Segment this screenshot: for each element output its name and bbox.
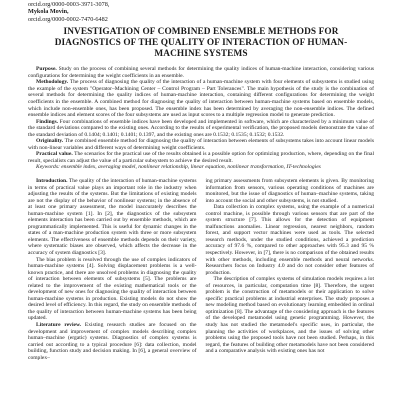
body-paragraph [206,178,375,204]
paragraph-text: ing primary assessments from subsystem elements is given. By monitoring information from sensors, various operating conditions of machines are monitored, but the issue of diagnostics of human–machine systems, taking into account the social and other subsystems, is not studied. [205,177,374,204]
abstract [28,66,374,171]
right-column [206,178,375,361]
paragraph-text: Study on the process of combining several methods for determining the quality indices of human-machine interaction, considering various configurations for determining the weight coefficients in an ensemble. [28,66,374,79]
orcid-line [28,1,374,8]
body-paragraph [28,178,197,257]
paragraph-label: Findings. [36,118,59,125]
paragraph-label: Purpose. [36,66,57,73]
author-name: Mykola Movin, [28,8,69,16]
section-heading: Literature review. [36,322,82,328]
body-paragraph [28,322,197,361]
paragraph-text: The combined ensemble method for diagnosing the quality of interaction between elements of subsystems takes into account linear models with non-linear variables and different ways of determining weight coefficients. [28,138,374,151]
paragraph-text: The description of complex systems of simulation models requires a lot of resources, in particular, computation time [8]. Therefore, the urgent problem is the construction of metamodels or their application to solve specific practical problems at industrial enterprises. The study proposes a new modeling method based on evolutionary learning embedded in ordinal optimization [8]. The advantage of the considering approach is the features of the developed metamodel using genetic programming. However, the study has not studied the metamodel's specific uses, in particular, the planning the activities of workplaces, and the issues of solving other problems using the proposed tools have not been studied. Perhaps, in this regard, the features of building other metamodels have not been considered and a comparative analysis with existing ones has not [205,276,374,355]
paragraph-label: Originality. [36,138,64,145]
body-paragraph [28,257,197,322]
section-heading: Introduction. [36,177,68,184]
paper-title: INVESTIGATION OF COMBINED ENSEMBLE METHODS FOR DIAGNOSTICS OF THE QUALITY OF INTERACTION OF HUMAN-MACHINE SYSTEMS [54,27,348,60]
paragraph-text: Data collection in complex systems, using the example of a numerical control machine, is possible through various sensors that are part of the system structure [7]. This allows for the detection of equipment malfunctions anomalies. Linear regression, nearest neighbors, random forest, and support vector machines were used as tools. The selected research methods, under the studied conditions, achieved a prediction accuracy of 97.6 %, compared to other approaches with 95.3 and 95 % respectively. However, in [7], there is no comparison of the obtained results with other methods, including ensemble methods and neural networks. Researchers focus on Industry 4.0 and do not consider other features of production. [205,204,374,276]
paragraph-text: The bias problem is resolved through the use of complex indicators of human-machine systems [4]. Solving displacement problems is a well-known practice, and there are unsolved problems in diagnosing the quality of interaction between elements of subsystems [5]. The problems are related to the improvement of the existing mathematical tools or the development of new ones for diagnosing the quality of interaction between human-machine systems in production. Existing models do not show the desired level of efficiency. In this regard, the study on ensemble methods of the quality of interaction between human-machine systems has been being updated. [28,256,197,322]
paragraph-label: Practical value. [36,151,73,158]
keywords [28,164,374,171]
paragraph-text: The scenarios for the practical use of the results obtained is a possible option for optimizing production, where, depending on the final result, specialists can adjust the value of a particular subsystem to achieve the desired result. [28,151,374,164]
paragraph-text: Four combinations of ensemble indices have been developed and implemented in software, which are characterized by a minimum value of the standard deviations compared to the existing ones. According to the results of experimental verification, the proposed models demonstrate the value of the standard deviation of 0.1404; 0.1401; 0.1401; 0.1397, and the existing ones are 0.1532; 0.1535; 0.1532; 0.1532. [28,118,374,138]
keywords-text: Keywords: ensemble index, averaging model, nonlinear relationship, linear equation, nonlinear transformation, IT-technologies [36,164,321,171]
body-paragraph [206,276,375,355]
body-columns [28,178,374,361]
abstract-paragraph [28,66,374,79]
paragraph-label: Methodology. [36,79,69,86]
author-orcid: orcid.org/0000-0003-3971-3078, [28,1,110,8]
author-line [28,8,374,15]
abstract-paragraph [28,151,374,164]
orcid-line [28,16,374,23]
author-block [28,0,374,23]
author-orcid: orcid.org/0000-0002-7470-6482 [28,15,108,23]
abstract-paragraph [28,119,374,139]
body-paragraph [206,204,375,276]
left-column [28,178,197,361]
abstract-paragraph [28,79,374,118]
abstract-paragraph [28,138,374,151]
paragraph-text: The process of diagnosing the quality of the interaction of a human-machine system with four elements of subsystems is studied using the example of the system "Operator–Machining Center – Control Program – Part Tolerances". The main hypothesis of the study is the combination of several methods for determining the quality indices of human-machine interaction, containing different configurations for determining the weight coefficients in the ensemble. A combined method for diagnosing the quality of interaction between human-machine systems based on ensemble models, which include non-ensemble ones, has been proposed. The ensemble index has been determined by averaging the non-ensemble indices. The defined ensemble indices and element scores of the four subsystems are used as input scores to a multiple regression model to generate prediction. [28,79,374,119]
paragraph-text: The quality of the interaction of human-machine systems in terms of practical value plays an important role in the industry when adjusting the results of the systems. But the limitations of existing models are not the display of the behavior of nonlinear systems; in the absence of at least one primary assessment, the model inaccurately describes the human-machine system [1]. In [2], the diagnostics of the subsystem elements interaction has been carried out by ensemble methods, which are programmatically implemented. This is useful for dynamic changes in the states of a man-machine production system with three or more subsystem elements. The effectiveness of ensemble methods depends on their variety, where systematic biases are observed, which affects the decrease in the accuracy of system diagnostics [3]. [28,177,197,256]
paragraph-text: Existing research studies are focused on the development and improvement of complex models describing complex human–machine (ergatic) systems. Diagnostics of complex systems is carried out according to a typical procedure [6]: data collection, model building, function study and decision making. In [6], a general overview of complex– [28,322,197,361]
